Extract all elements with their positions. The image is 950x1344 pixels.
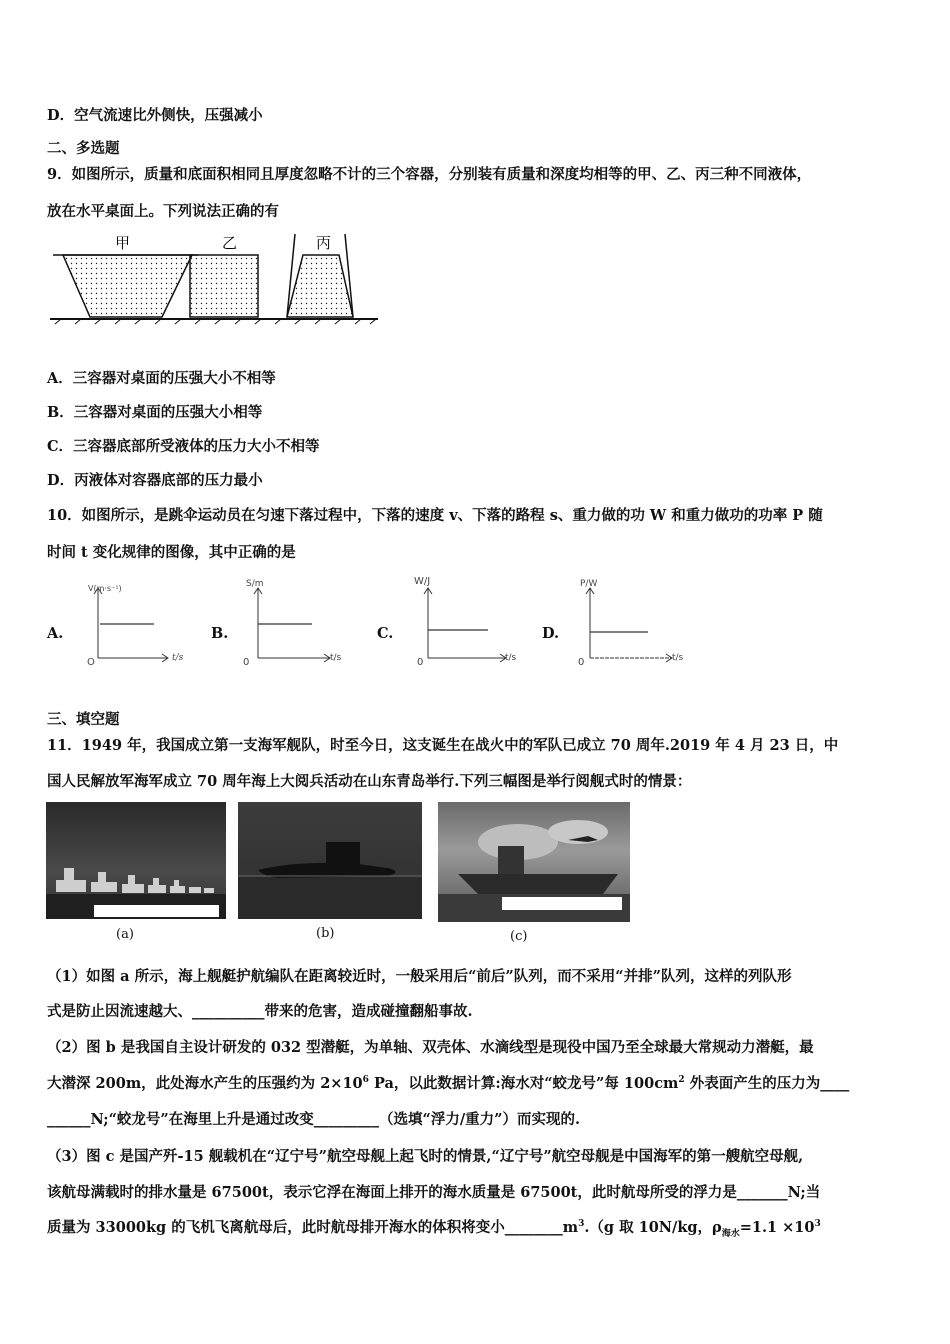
graph-option-c: C. (377, 625, 394, 642)
question-10-line2: 时间 t 变化规律的图像，其中正确的是 (47, 544, 296, 561)
photo-submarine (238, 802, 422, 919)
label-yi: 乙 (222, 234, 238, 252)
graph-b (240, 574, 355, 670)
containers-figure (45, 232, 380, 328)
graph-option-b: B. (211, 625, 229, 642)
caption-a: (a) (116, 927, 134, 942)
option-d-q8: D．空气流速比外侧快，压强减小 (47, 107, 263, 124)
graph-option-a: A. (47, 625, 64, 642)
question-9-line1: 9．如图所示，质量和底面积相同且厚度忽略不计的三个容器，分别装有质量和深度均相等的甲、乙、丙三种不同液体， (47, 166, 812, 183)
graph-a (82, 580, 192, 670)
question-11-part3-line3: 质量为 33000kg 的飞机飞离航母后，此时航母排开海水的体积将变小$\_\_\_\_\_\_\_\_m^3.(g$ 取 10N/kg，$\rho_{海水}=1.1 \times 10^3$ (47, 1219, 821, 1239)
label-jia: 甲 (115, 234, 131, 252)
graph-a-origin: O (87, 657, 95, 668)
graph-d-ylabel: P/W (580, 579, 598, 589)
container-jia (53, 255, 198, 317)
section-multiple-choice: 二、多选题 (47, 140, 120, 157)
caption-b: (b) (316, 926, 335, 941)
container-yi (190, 255, 258, 317)
question-9-line2: 放在水平桌面上。下列说法正确的有 (47, 203, 279, 220)
graph-c-ylabel: W/J (414, 576, 431, 587)
graph-b-origin: 0 (243, 657, 250, 668)
graph-c-origin: 0 (417, 657, 424, 668)
graph-b-xlabel: t/s (330, 653, 342, 663)
question-11-part2-line1: （2）图 b 是我国自主设计研发的 032 型潜艇，为单轴、双壳体、水滴线型是现役中国乃至全球最大常规动力潜艇，最 (47, 1039, 814, 1056)
question-10-line1: 10．如图所示，是跳伞运动员在匀速下落过程中，下落的速度 v、下落的路程 s、重力做的功 W 和重力做功的功率 P 随 (47, 507, 823, 524)
graph-d (572, 574, 697, 670)
graph-option-d: D. (542, 625, 560, 642)
graph-c (410, 570, 530, 670)
photo-carrier (438, 802, 630, 922)
photo-fleet (46, 802, 226, 919)
graph-b-ylabel: S/m (246, 579, 264, 589)
question-11-part2-line3: ______N;“蛟龙号”在海里上升是通过改变_________（选填“浮力/重力”）而实现的. (47, 1111, 581, 1128)
question-11-part1-line1: （1）如图 a 所示，海上舰艇护航编队在距离较近时，一般采用后“前后”队列，而不采用“并排”队列，这样的列队形 (47, 968, 792, 985)
question-11-part3-line2: 该航母满载时的排水量是 67500t，表示它浮在海面上排开的海水质量是 67500t，此时航母所受的浮力是_______N;当 (47, 1184, 821, 1201)
option-d-q9: D．丙液体对容器底部的压力最小 (47, 472, 263, 489)
caption-c: (c) (510, 929, 528, 944)
question-11-part1-line2: 式是防止因流速越大、__________带来的危害，造成碰撞翻船事故. (47, 1003, 473, 1020)
graph-a-xlabel: t/s (172, 653, 184, 663)
section-fill-in: 三、填空题 (47, 711, 120, 728)
graph-c-xlabel: t/s (505, 653, 517, 663)
label-bing: 丙 (316, 234, 332, 252)
graph-d-xlabel: t/s (672, 653, 684, 663)
graph-a-ylabel: V(m·s⁻¹) (88, 584, 122, 593)
question-11-part2-line2: 大潜深 200m，此处海水产生的压强约为 $2\times 10^6$ Pa，以此数据计算:海水对“蛟龙号”每 $100cm^2$ 外表面产生的压力为____ (47, 1075, 850, 1092)
option-a-q9: A．三容器对桌面的压强大小不相等 (47, 370, 276, 387)
option-c-q9: C．三容器底部所受液体的压力大小不相等 (47, 438, 320, 455)
option-b-q9: B．三容器对桌面的压强大小相等 (47, 404, 263, 421)
graph-d-origin: 0 (578, 657, 585, 668)
question-11-line2: 国人民解放军海军成立 70 周年海上大阅兵活动在山东青岛举行.下列三幅图是举行阅舰式时的情景： (47, 773, 692, 790)
question-11-line1: 11．1949 年，我国成立第一支海军舰队，时至今日，这支诞生在战火中的军队已成立 70 周年.2019 年 4 月 23 日，中 (47, 737, 839, 754)
question-11-part3-line1: （3）图 c 是国产歼-15 舰载机在“辽宁号”航空母舰上起飞时的情景,“辽宁号”航空母舰是中国海军的第一艘航空母舰, (47, 1148, 804, 1165)
